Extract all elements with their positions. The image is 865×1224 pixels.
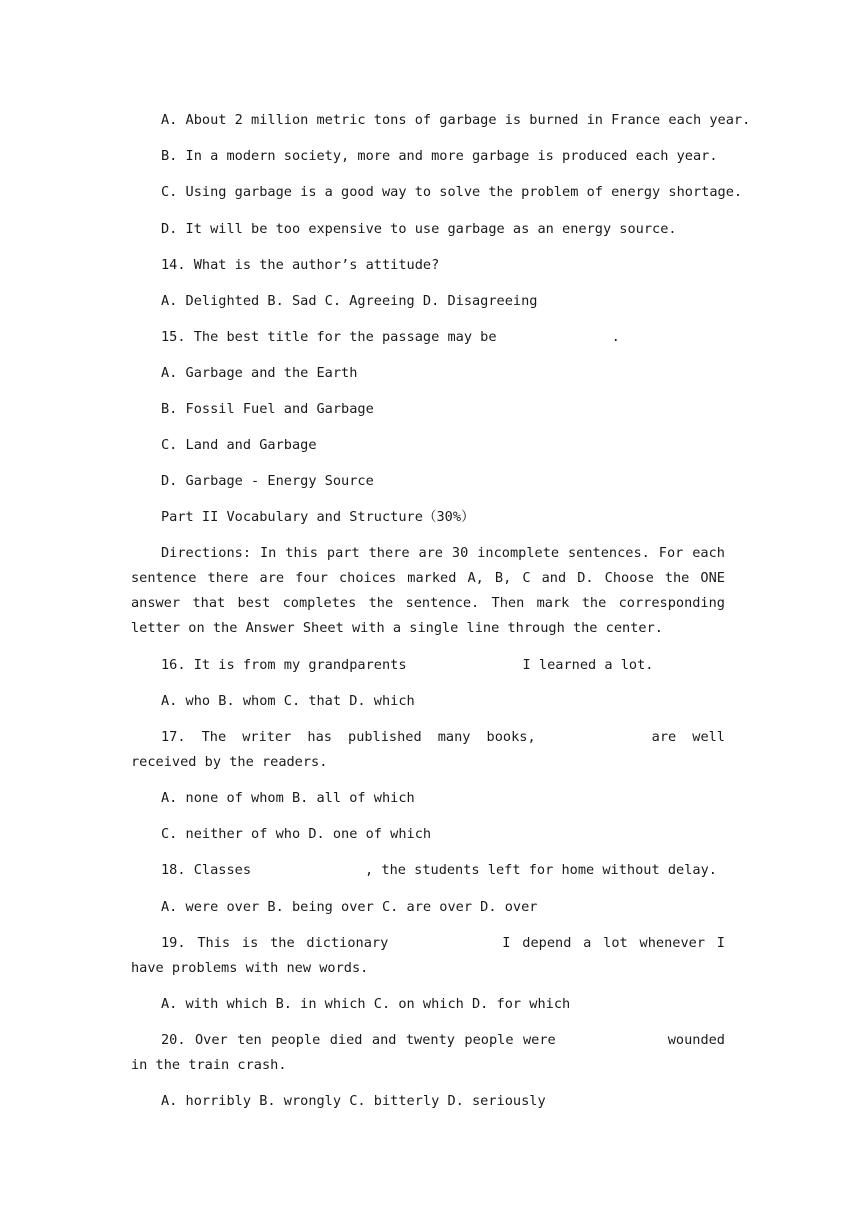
q16-question-text: 16. It is from my grandparents [161,657,407,673]
directions-paragraph: Directions: In this part there are 30 incomplete sentences. For each sentence there are four choices marked A, B, C and D. Choose the ONE answer that best completes the sentence. Then mark the corresponding letter on the Answer Sheet with a single line through the center. [131,545,725,636]
q15-option-c: C. Land and Garbage [161,437,317,453]
q13-option-d: D. It will be too expensive to use garbage as an energy source. [161,221,677,237]
q18-question-end: , the students left for home without delay. [365,862,717,878]
q17-question [131,725,725,775]
q17-options-row-1: A. none of whom B. all of which [161,790,415,806]
q17-question-text: 17. The writer has published many books, [161,729,536,745]
q15-question-end: . [611,329,620,345]
q19-question-end: I depend a lot whenever I have problems with new words. [131,935,725,976]
q19-options: A. with which B. in which C. on which D. for which [161,996,571,1012]
q16-question [161,656,653,674]
q17-options-row-2: C. neither of who D. one of which [161,826,432,842]
q15-question-text: 15. The best title for the passage may be [161,329,497,345]
q17-question-end: are well received by the readers. [131,729,725,770]
q16-options: A. who B. whom C. that D. which [161,693,415,709]
q13-option-a: A. About 2 million metric tons of garbage is burned in France each year. [161,112,751,128]
q19-question [131,931,725,981]
q15-option-b: B. Fossil Fuel and Garbage [161,401,374,417]
q20-question-end: wounded in the train crash. [131,1032,725,1073]
q13-option-c: C. Using garbage is a good way to solve the problem of energy shortage. [161,184,743,200]
q15-option-d: D. Garbage - Energy Source [161,473,374,489]
q20-question-text: 20. Over ten people died and twenty people were [161,1032,556,1048]
q16-question-end: I learned a lot. [522,657,654,673]
q20-question [131,1028,725,1078]
q13-option-b: B. In a modern society, more and more garbage is produced each year. [161,148,718,164]
q20-options: A. horribly B. wrongly C. bitterly D. seriously [161,1093,546,1109]
q15-option-a: A. Garbage and the Earth [161,365,358,381]
q15-question [161,328,620,346]
q18-question [161,861,717,879]
q14-options: A. Delighted B. Sad C. Agreeing D. Disagreeing [161,293,538,309]
q19-question-text: 19. This is the dictionary [161,935,389,951]
q18-question-text: 18. Classes [161,862,252,878]
q14-question: 14. What is the author’s attitude? [161,257,440,273]
part-heading: Part II Vocabulary and Structure（30%） [161,509,475,525]
q18-options: A. were over B. being over C. are over D. over [161,899,538,915]
